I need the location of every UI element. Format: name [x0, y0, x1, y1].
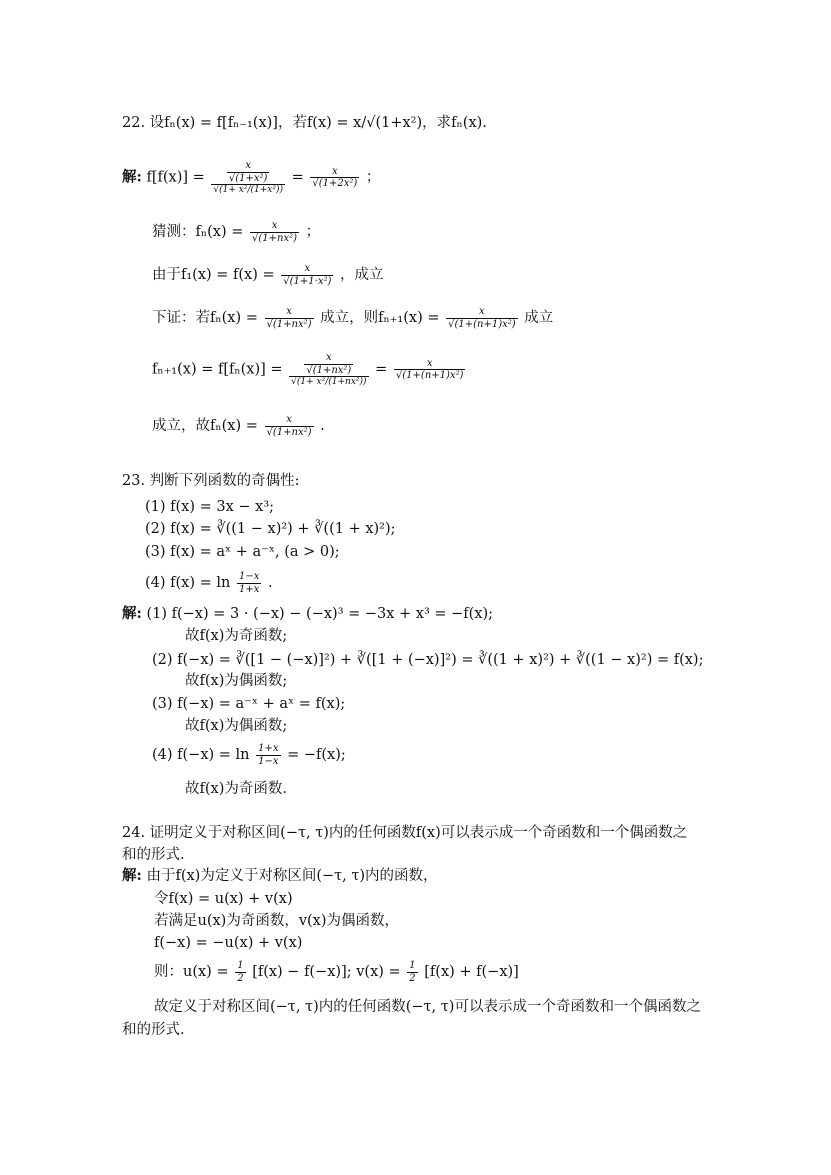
q23-solution-2: (2) f(−x) = ∛([1 − (−x)]²) + ∛([1 + (−x)]²) = ∛((1 + x)²) + ∛((1 − x)²) = f(x);: [152, 652, 704, 668]
q24-conclusion-line1: 故定义于对称区间(−τ, τ)内的任何函数(−τ, τ)可以表示成一个奇函数和一个偶函数之: [154, 999, 701, 1015]
q23-solution-1: 解: (1) f(−x) = 3 · (−x) − (−x)³ = −3x + x³ = −f(x);: [122, 605, 494, 622]
q22-guess: 猜测：fₙ(x) = $\frac{x}{\text{√(1+nx²)}}$ ；: [152, 220, 321, 244]
fraction: $\frac{x}{\text{√(1+nx²)}}$: [266, 414, 312, 438]
q23-problem: 23. 判断下列函数的奇偶性:: [122, 473, 300, 489]
q24-solution-4: f(−x) = −u(x) + v(x): [154, 935, 303, 951]
q23-solution-3-conclusion: 故f(x)为偶函数;: [185, 718, 288, 734]
solution-label: 解:: [122, 867, 142, 884]
q22-induction-step: fₙ₊₁(x) = f[fₙ(x)] = $\frac{\frac{x}{\text{√(1+nx²)}}}{\text{√(1+ x²/(1+nx²))}}$ = $\frac{x}{\text{√(1+(n+1)x²)}}$: [152, 352, 464, 387]
fraction: $\frac{1-x}{1+x}$: [238, 571, 260, 595]
q23-solution-1-conclusion: 故f(x)为奇函数;: [185, 628, 288, 644]
solution-label: 解:: [122, 168, 142, 186]
q23-solution-2-conclusion: 故f(x)为偶函数;: [185, 673, 288, 689]
q24-solution-5: 则：u(x) = $\frac{1}{2}$ [f(x) − f(−x)]; v(x) = $\frac{1}{2}$ [f(x) + f(−x)]: [154, 960, 519, 984]
fraction: $\frac{x}{\text{√(1+nx²)}}$: [266, 306, 312, 330]
q22-problem: 22. 设fₙ(x) = f[fₙ₋₁(x)]，若f(x) = x/√(1+x²)，求fₙ(x).: [122, 115, 487, 131]
q24-problem-line2: 和的形式.: [122, 847, 185, 863]
q24-solution-3: 若满足u(x)为奇函数，v(x)为偶函数，: [154, 913, 400, 929]
q23-solution-3: (3) f(−x) = a⁻ˣ + aˣ = f(x);: [152, 696, 346, 712]
q23-item-2: (2) f(x) = ∛((1 − x)²) + ∛((1 + x)²);: [145, 521, 396, 537]
q24-conclusion-line2: 和的形式.: [122, 1022, 185, 1038]
q22-induction: 下证：若fₙ(x) = $\frac{x}{\text{√(1+nx²)}}$ 成立，则fₙ₊₁(x) = $\frac{x}{\text{√(1+(n+1)x²)}}$ 成立: [152, 306, 554, 330]
fraction: $\frac{x}{\text{√(1+1·x²)}}$: [283, 263, 332, 287]
fraction: $\frac{x}{\text{√(1+(n+1)x²)}}$: [395, 357, 464, 382]
fraction: $\frac{x}{\text{√(1+(n+1)x²)}}$: [448, 306, 516, 330]
fraction: $\frac{x}{\text{√(1+2x²)}}$: [312, 165, 358, 190]
q24-problem-line1: 24. 证明定义于对称区间(−τ, τ)内的任何函数f(x)可以表示成一个奇函数和一个偶函数之: [122, 825, 688, 841]
q23-item-4: (4) f(x) = ln $\frac{1-x}{1+x}$ .: [145, 571, 273, 595]
nested-fraction: $\frac{\frac{x}{\text{√(1+x²)}}}{\text{√(1+ x²/(1+x²))}}$: [213, 160, 283, 195]
fraction: $\frac{1}{2}$: [409, 960, 416, 984]
q24-solution-2: 令f(x) = u(x) + v(x): [154, 891, 293, 907]
fraction: $\frac{1}{2}$: [237, 960, 244, 984]
q22-conclusion: 成立，故fₙ(x) = $\frac{x}{\text{√(1+nx²)}}$ .: [152, 414, 325, 438]
q23-item-3: (3) f(x) = aˣ + a⁻ˣ, (a > 0);: [145, 544, 340, 560]
q22-solution-line1: 解: f[f(x)] = $\frac{\frac{x}{\text{√(1+x²)}}}{\text{√(1+ x²/(1+x²))}}$ = $\frac{x}{\text{√(1+2x²)}}$ ；: [122, 160, 381, 195]
q23-solution-4-conclusion: 故f(x)为奇函数.: [185, 781, 287, 797]
q24-solution-1: 解: 由于f(x)为定义于对称区间(−τ, τ)内的函数，: [122, 867, 438, 884]
q23-solution-4: (4) f(−x) = ln $\frac{1+x}{1-x}$ = −f(x);: [152, 743, 346, 767]
fraction: $\frac{x}{\text{√(1+nx²)}}$: [252, 220, 298, 244]
q23-item-1: (1) f(x) = 3x − x³;: [145, 499, 275, 515]
q22-base-case: 由于f₁(x) = f(x) = $\frac{x}{\text{√(1+1·x²)}}$ ，成立: [152, 263, 384, 287]
nested-fraction: $\frac{\frac{x}{\text{√(1+nx²)}}}{\text{√(1+ x²/(1+nx²))}}$: [291, 352, 367, 387]
solution-label: 解:: [122, 605, 142, 622]
fraction: $\frac{1+x}{1-x}$: [258, 743, 279, 767]
